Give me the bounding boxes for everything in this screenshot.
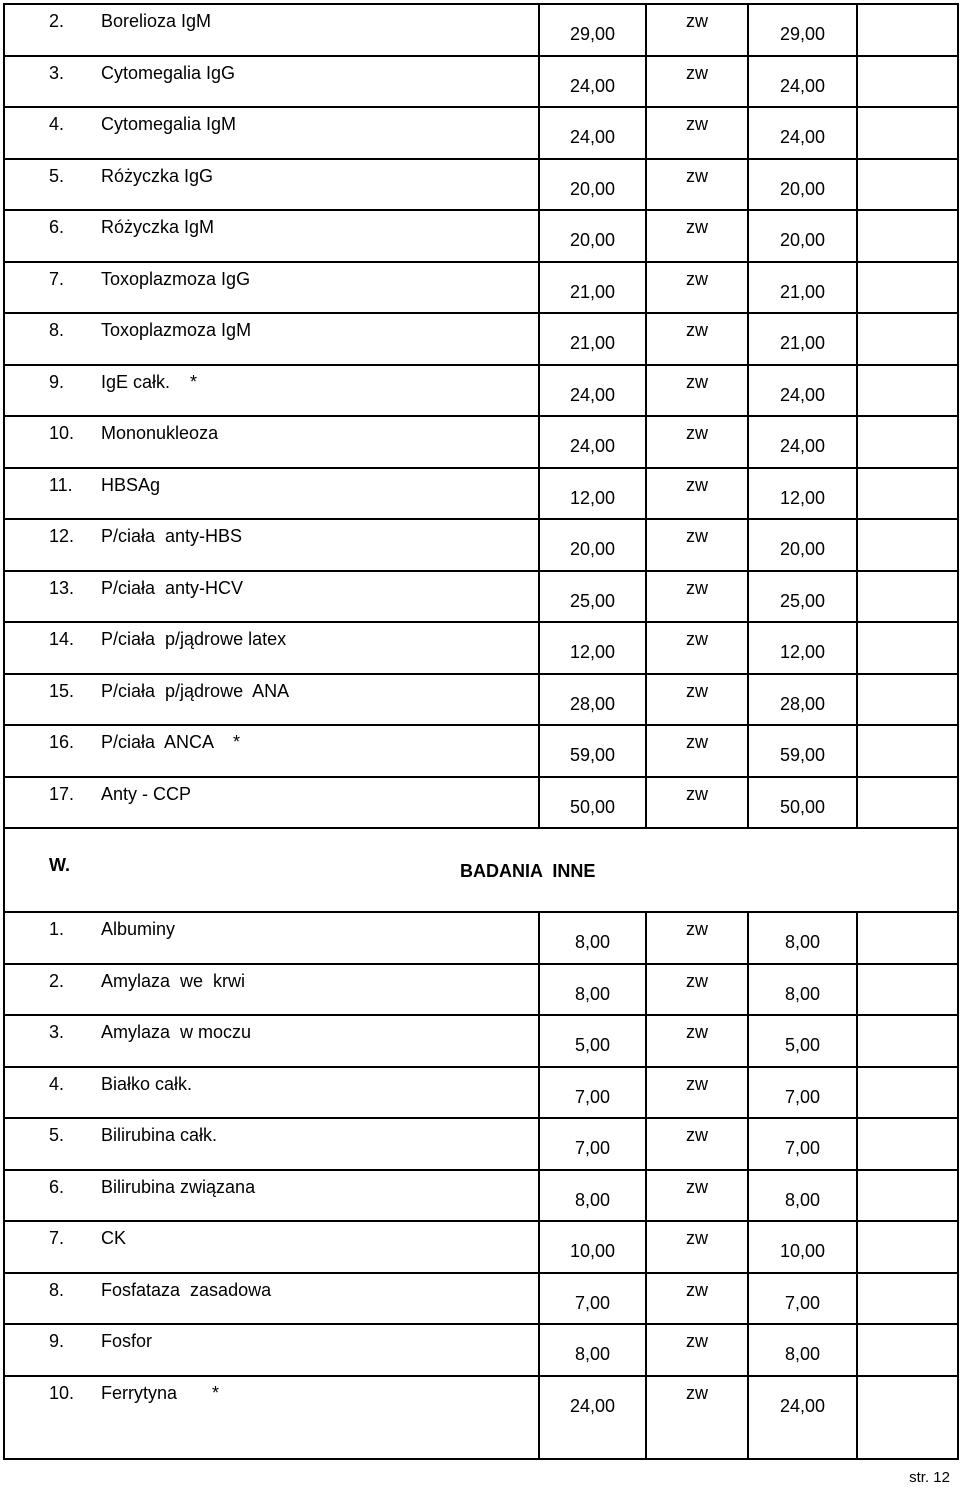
table-row (4, 1067, 958, 1119)
test-name: HBSAg (101, 474, 161, 495)
net-price: 8,00 (574, 932, 611, 952)
row-number: 9. (49, 371, 65, 392)
gross-price: 7,00 (784, 1138, 821, 1158)
table-row (4, 416, 958, 468)
gross-price: 5,00 (784, 1035, 821, 1055)
table-row (4, 777, 958, 829)
gross-price: 50,00 (779, 796, 826, 817)
net-price: 7,00 (574, 1086, 611, 1107)
section-number: W. (49, 855, 70, 875)
test-name: Toxoplazmoza IgM (101, 320, 252, 340)
row-number: 14. (49, 629, 75, 649)
net-price: 24,00 (569, 384, 616, 405)
test-name: Amylaza we krwi (101, 970, 246, 991)
gross-price: 24,00 (779, 1395, 826, 1416)
net-price: 24,00 (569, 127, 616, 147)
vat-rate: zw (686, 1331, 708, 1351)
net-price: 50,00 (569, 796, 616, 817)
table-row (4, 4, 958, 56)
vat-rate: zw (686, 474, 708, 495)
table-row (4, 365, 958, 417)
table-row (4, 519, 958, 571)
test-name: Fosfor (101, 1331, 153, 1351)
net-price: 12,00 (569, 487, 616, 508)
table-row (4, 912, 958, 964)
gross-price: 28,00 (779, 693, 826, 714)
vat-rate: zw (686, 62, 708, 83)
table-row (4, 1273, 958, 1325)
row-number: 10. (49, 423, 75, 443)
row-number: 9. (49, 1331, 65, 1351)
net-price: 28,00 (569, 693, 616, 714)
vat-rate: zw (686, 371, 708, 392)
table-row (4, 1118, 958, 1170)
row-number: 13. (49, 577, 75, 598)
row-number: 3. (49, 1022, 65, 1042)
row-number: 4. (49, 1073, 65, 1094)
net-price: 7,00 (574, 1138, 611, 1158)
net-price: 8,00 (574, 983, 611, 1004)
vat-rate: zw (686, 423, 708, 443)
vat-rate: zw (686, 165, 708, 186)
row-number: 17. (49, 783, 75, 804)
test-name: Ferrytyna * (101, 1382, 220, 1403)
vat-rate: zw (686, 970, 708, 991)
row-number: 7. (49, 268, 65, 289)
table-row (4, 1221, 958, 1273)
net-price: 59,00 (569, 745, 616, 765)
net-price: 20,00 (569, 230, 616, 250)
test-name: Albuminy (101, 919, 176, 939)
row-number: 8. (49, 1279, 65, 1300)
net-price: 21,00 (569, 333, 616, 353)
net-price: 24,00 (569, 75, 616, 96)
vat-rate: zw (686, 320, 708, 340)
test-name: P/ciała p/jądrowe ANA (101, 680, 290, 701)
vat-rate: zw (686, 217, 708, 237)
gross-price: 29,00 (779, 24, 826, 44)
gross-price: 59,00 (779, 745, 826, 765)
net-price: 10,00 (569, 1241, 616, 1261)
table-row (4, 571, 958, 623)
net-price: 8,00 (574, 1189, 611, 1210)
net-price: 7,00 (574, 1292, 611, 1313)
test-name: Różyczka IgM (101, 217, 215, 237)
test-name: Fosfataza zasadowa (101, 1279, 272, 1300)
gross-price: 8,00 (784, 932, 821, 952)
gross-price: 24,00 (779, 384, 826, 405)
net-price: 25,00 (569, 590, 616, 611)
net-price: 29,00 (569, 24, 616, 44)
vat-rate: zw (686, 11, 708, 31)
row-number: 12. (49, 526, 75, 546)
vat-rate: zw (686, 114, 708, 134)
row-number: 2. (49, 970, 65, 991)
gross-price: 24,00 (779, 127, 826, 147)
test-name: P/ciała anty-HBS (101, 526, 243, 546)
table-row (4, 107, 958, 159)
vat-rate: zw (686, 1176, 708, 1197)
table-row (4, 159, 958, 211)
test-name: P/ciała p/jądrowe latex (101, 629, 287, 649)
vat-rate: zw (686, 1073, 708, 1094)
net-price: 24,00 (569, 436, 616, 456)
price-table (3, 3, 959, 1460)
table-row (4, 56, 958, 108)
vat-rate: zw (686, 1382, 708, 1403)
table-row (4, 210, 958, 262)
test-name: Mononukleoza (101, 423, 219, 443)
test-name: Różyczka IgG (101, 165, 214, 186)
table-row (4, 674, 958, 726)
vat-rate: zw (686, 1125, 708, 1145)
gross-price: 24,00 (779, 75, 826, 96)
gross-price: 8,00 (784, 983, 821, 1004)
test-name: Toxoplazmoza IgG (101, 268, 251, 289)
section-title: BADANIA INNE (460, 861, 596, 881)
test-name: CK (101, 1228, 127, 1248)
section-header-row (4, 828, 958, 912)
test-name: P/ciała ANCA * (101, 732, 241, 752)
table-row (4, 725, 958, 777)
table-row (4, 1376, 958, 1459)
gross-price: 20,00 (779, 539, 826, 559)
net-price: 8,00 (574, 1344, 611, 1364)
row-number: 6. (49, 1176, 65, 1197)
vat-rate: zw (686, 577, 708, 598)
net-price: 5,00 (574, 1035, 611, 1055)
net-price: 21,00 (569, 281, 616, 302)
gross-price: 12,00 (779, 487, 826, 508)
gross-price: 10,00 (779, 1241, 826, 1261)
row-number: 8. (49, 320, 65, 340)
gross-price: 7,00 (784, 1086, 821, 1107)
table-row (4, 313, 958, 365)
gross-price: 21,00 (779, 281, 826, 302)
test-name: P/ciała anty-HCV (101, 577, 244, 598)
gross-price: 8,00 (784, 1344, 821, 1364)
row-number: 15. (49, 680, 75, 701)
test-name: IgE całk. * (101, 371, 198, 392)
gross-price: 25,00 (779, 590, 826, 611)
test-name: Bilirubina związana (101, 1176, 256, 1197)
row-number: 2. (49, 11, 65, 31)
test-name: Bilirubina całk. (101, 1125, 218, 1145)
gross-price: 12,00 (779, 642, 826, 662)
table-row (4, 468, 958, 520)
row-number: 16. (49, 732, 75, 752)
net-price: 20,00 (569, 178, 616, 199)
row-number: 7. (49, 1228, 65, 1248)
gross-price: 21,00 (779, 333, 826, 353)
net-price: 20,00 (569, 539, 616, 559)
net-price: 24,00 (569, 1395, 616, 1416)
gross-price: 20,00 (779, 230, 826, 250)
vat-rate: zw (686, 919, 708, 939)
row-number: 1. (49, 919, 65, 939)
row-number: 5. (49, 165, 65, 186)
row-number: 11. (49, 474, 73, 495)
table-row (4, 1170, 958, 1222)
gross-price: 8,00 (784, 1189, 821, 1210)
table-row (4, 622, 958, 674)
test-name: Cytomegalia IgG (101, 62, 236, 83)
vat-rate: zw (686, 526, 708, 546)
vat-rate: zw (686, 680, 708, 701)
vat-rate: zw (686, 1022, 708, 1042)
vat-rate: zw (686, 1279, 708, 1300)
vat-rate: zw (686, 732, 708, 752)
test-name: Borelioza IgM (101, 11, 212, 31)
vat-rate: zw (686, 629, 708, 649)
row-number: 4. (49, 114, 65, 134)
row-number: 3. (49, 62, 65, 83)
gross-price: 20,00 (779, 178, 826, 199)
test-name: Amylaza w moczu (101, 1022, 252, 1042)
gross-price: 24,00 (779, 436, 826, 456)
gross-price: 7,00 (784, 1292, 821, 1313)
vat-rate: zw (686, 783, 708, 804)
test-name: Cytomegalia IgM (101, 114, 237, 134)
page-number: str. 12 (909, 1469, 950, 1486)
table-row (4, 262, 958, 314)
vat-rate: zw (686, 1228, 708, 1248)
test-name: Anty - CCP (101, 783, 192, 804)
row-number: 5. (49, 1125, 65, 1145)
table-row (4, 964, 958, 1016)
row-number: 6. (49, 217, 65, 237)
table-row (4, 1015, 958, 1067)
row-number: 10. (49, 1382, 75, 1403)
net-price: 12,00 (569, 642, 616, 662)
table-row (4, 1324, 958, 1376)
vat-rate: zw (686, 268, 708, 289)
test-name: Białko całk. (101, 1073, 193, 1094)
